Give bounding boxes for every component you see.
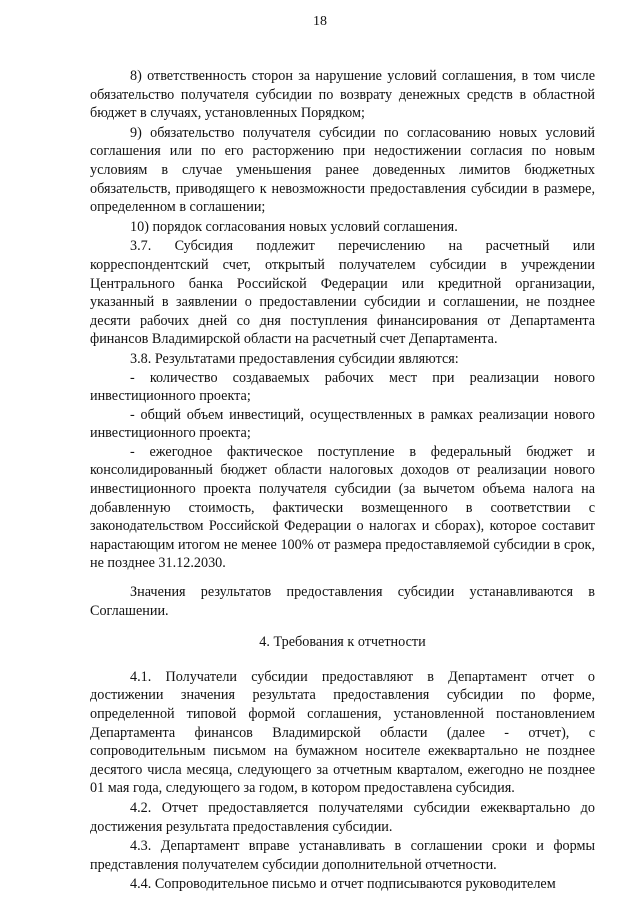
clause-10: 10) порядок согласования новых условий соглашения. <box>130 218 458 235</box>
clause-4-3: 4.3. Департамент вправе устанавливать в соглашении сроки и формы представления получателем субсидии дополнительной отчетности. <box>90 838 595 873</box>
clause-4-1: 4.1. Получатели субсидии предоставляют в Департамент отчет о достижении значения результата предоставления субсидии по форме, определенной типовой формой соглашения, установленной постановлением Департамента финансов Владимирской области (далее - отчет), с сопроводительным письмом на бумажном носителе ежеквартально не позднее десятого числа месяца, следующего за отчетным кварталом, ежегодно не позднее 01 мая года, следующего за годом, в котором предоставлена субсидия. <box>90 668 595 797</box>
clause-3-8: 3.8. Результатами предоставления субсидии являются: <box>130 350 459 367</box>
page-number: 18 <box>313 14 327 29</box>
clause-9: 9) обязательство получателя субсидии по согласованию новых условий соглашения или по его расторжению при недостижении согласия по новым условиям в случае уменьшения ранее доведенных лимитов бюджетных обязательств, приводящего к невозможности предоставления субсидии в размере, определенном в соглашении; <box>90 124 595 216</box>
results-values-note: Значения результатов предоставления субсидии устанавливаются в Соглашении. <box>90 584 595 619</box>
result-item-tax-revenue: - ежегодное фактическое поступление в федеральный бюджет и консолидированный бюджет области налоговых доходов от реализации нового инвестиционного проекта получателя субсидии (за вычетом объема налога на добавленную стоимость, фактически возмещенного в соответствии с законодательством Российской Федерации о налогах и сборах), которое составит нарастающим итогом не менее 100% от размера предоставляемой субсидии в срок, не позднее 31.12.2030. <box>90 443 595 572</box>
result-item-jobs: - количество создаваемых рабочих мест при реализации нового инвестиционного проекта; <box>90 369 595 405</box>
result-item-investments: - общий объем инвестиций, осуществленных в рамках реализации нового инвестиционного проекта; <box>90 406 595 442</box>
clause-4-2: 4.2. Отчет предоставляется получателями субсидии ежеквартально до достижения результата предоставления субсидии. <box>90 799 595 835</box>
clause-4-4: 4.4. Сопроводительное письмо и отчет подписываются руководителем <box>130 876 556 893</box>
clause-8: 8) ответственность сторон за нарушение условий соглашения, в том числе обязательство получателя субсидии по возврату денежных средств в областной бюджет в случаях, установленных Порядком; <box>90 68 595 122</box>
section-heading: 4. Требования к отчетности <box>259 634 426 651</box>
clause-3-7: 3.7. Субсидия подлежит перечислению на расчетный или корреспондентский счет, открытый получателем субсидии в учреждении Центрального банка Российской Федерации или кредитной организации, указанный в заявлении о предоставлении субсидии и соглашении, не позднее десяти рабочих дней со дня поступления финансирования от Департамента финансов Владимирской области на расчетный счет Департамента. <box>90 238 595 348</box>
document-body <box>90 67 595 894</box>
